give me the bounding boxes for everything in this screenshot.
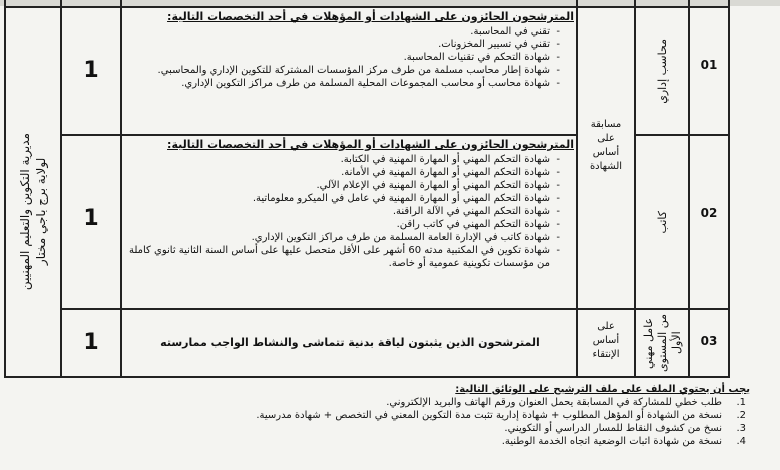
positions-count: 1 xyxy=(83,58,99,83)
qualifications-list xyxy=(126,153,574,270)
list-item: - شهادة كاتب في الإدارة العامة المسلمة من طرف مراكز التكوين الإداري. xyxy=(126,231,560,244)
list-item: - شهادة التحكم المهني أو المهارة المهنية في عامل في الميكرو معلوماتية. xyxy=(126,192,560,205)
rank-cell xyxy=(640,312,686,374)
item-number: 2. xyxy=(736,410,746,421)
column-divider xyxy=(634,0,636,378)
list-item xyxy=(150,409,746,422)
row-number: 01 xyxy=(700,58,718,72)
row-divider xyxy=(60,308,730,310)
qualifications-list xyxy=(126,25,574,90)
column-divider xyxy=(120,0,122,378)
row-divider xyxy=(120,134,576,136)
positions-count: 1 xyxy=(83,206,99,231)
qualifications-cell xyxy=(126,138,574,270)
item-text: نسخة من شهادة اثبات الوضعية اتجاه الخدمة الوطنية. xyxy=(501,436,722,447)
row-divider xyxy=(60,134,120,136)
list-item: - شهادة التحكم المهني في الآلة الراقنة. xyxy=(126,205,560,218)
list-item: - شهادة التحكم المهني أو المهارة المهنية في الأمانة. xyxy=(126,166,560,179)
list-item: - شهادة التحكم في تقنيات المحاسبة. xyxy=(126,51,560,64)
required-documents xyxy=(150,383,750,448)
agency-cell xyxy=(6,72,60,352)
rank-name: محاسب إداري xyxy=(656,38,669,104)
table-border-right xyxy=(728,0,730,378)
row-number: 03 xyxy=(700,334,718,348)
list-item xyxy=(150,396,746,409)
list-item: - تقني في المحاسبة. xyxy=(126,25,560,38)
list-item: - تقني في تسيير المخزونات. xyxy=(126,38,560,51)
qualifications-heading: المترشحون الحائزون على الشهادات أو المؤهلات في أحد التخصصات التالية: xyxy=(167,10,574,23)
rank-cell xyxy=(640,138,686,306)
recruitment-mode: مسابقة على أساس الشهادة xyxy=(589,119,623,172)
list-item: - شهادة تكوين في المكتبية مدته 60 أشهر على الأقل متحصل عليها على أساس السنة الثانية ثانوي كاملة من مؤسسات تكوينية عمومية أو خاصة. xyxy=(126,244,560,270)
list-item: - شهادة محاسب أو محاسب المجموعات المحلية المسلمة من طرف مراكز التكوين الإداري. xyxy=(126,77,560,90)
qualifications-heading: المترشحون الحائزون على الشهادات أو المؤهلات في أحد التخصصات التالية: xyxy=(167,138,574,151)
agency-name: مديرية التكوين والتعليم المهنيين لولاية برج باجي مختار xyxy=(18,133,48,291)
rank-name: عامل مهني من المستوى الأول xyxy=(642,314,683,372)
item-text: طلب خطي للمشاركة في المسابقة يحمل العنوان ورقم الهاتف والبريد الإلكتروني. xyxy=(386,397,722,408)
documents-list xyxy=(150,396,750,448)
recruitment-mode: على أساس الإنتقاء xyxy=(592,321,620,360)
rank-name: كاتب xyxy=(656,210,669,234)
table-border-bottom xyxy=(4,376,730,378)
item-number: 1. xyxy=(736,397,746,408)
column-divider xyxy=(688,0,690,378)
item-text: نسخة من الشهادة أو المؤهل المطلوب + شهادة إدارية تثبت مدة التكوين المعني في التخصص + شهادة مدرسية. xyxy=(256,410,722,421)
item-number: 4. xyxy=(736,436,746,447)
condition-cell: المترشحون الذين يثبتون لياقة بدنية تتماشى والنشاط الواجب ممارسته xyxy=(160,336,540,349)
row-number: 02 xyxy=(700,206,718,220)
row-divider xyxy=(634,134,730,136)
documents-title: يجب أن يحتوي الملف على ملف الترشيح على الوثائق التالية: xyxy=(455,384,750,395)
table-border-top xyxy=(4,6,730,8)
list-item: - شهادة إطار محاسب مسلمة من طرف مركز المؤسسات المشتركة للتكوين الإداري والمحاسبي. xyxy=(126,64,560,77)
list-item: - شهادة التحكم المهني أو المهارة المهنية في الكتابة. xyxy=(126,153,560,166)
column-divider xyxy=(60,0,62,378)
list-item xyxy=(150,435,746,448)
list-item: - شهادة التحكم المهني أو المهارة المهنية في الإعلام الآلي. xyxy=(126,179,560,192)
list-item xyxy=(150,422,746,435)
list-item: - شهادة التحكم المهني في كاتب راقن. xyxy=(126,218,560,231)
qualifications-cell xyxy=(126,10,574,90)
item-number: 3. xyxy=(736,423,746,434)
positions-count: 1 xyxy=(83,330,99,355)
item-text: نسخ من كشوف النقاط للمسار الدراسي أو التكويني. xyxy=(504,423,722,434)
rank-cell xyxy=(640,10,686,132)
